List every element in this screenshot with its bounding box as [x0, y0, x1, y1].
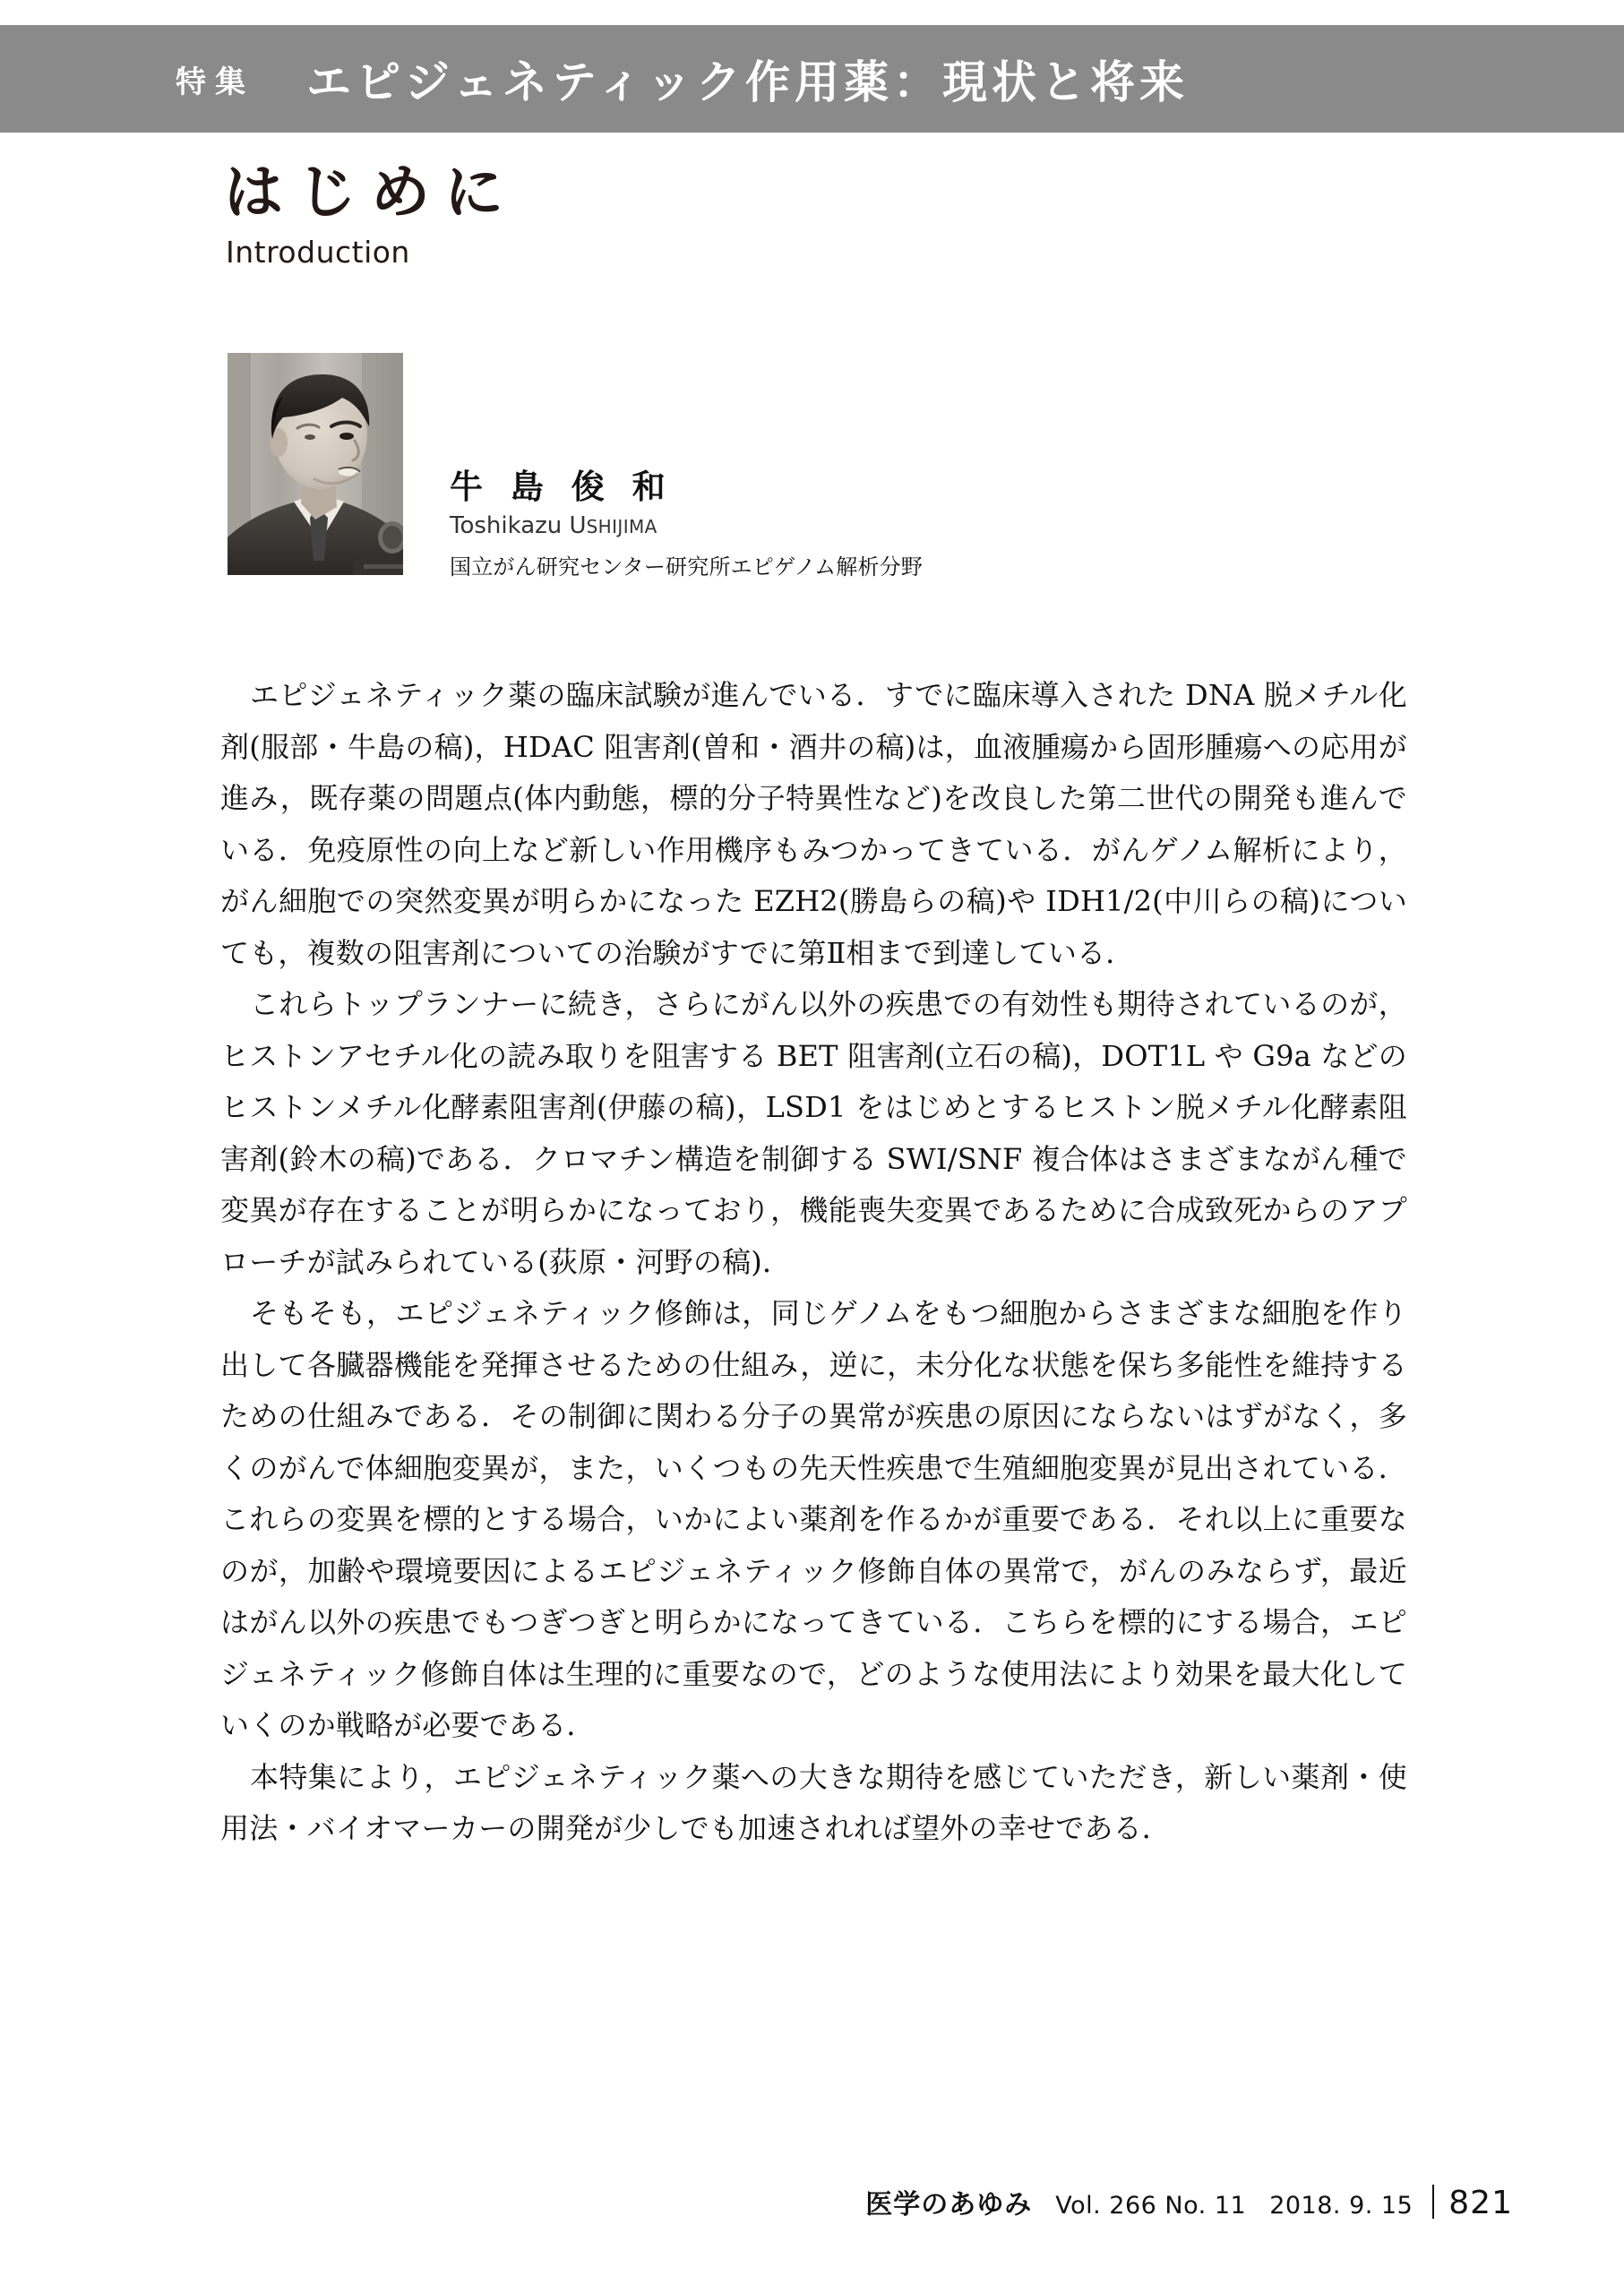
page-subtitle: Introduction — [226, 234, 410, 270]
feature-banner — [0, 25, 1624, 133]
author-name-ja: 牛 島 俊 和 — [450, 468, 674, 506]
author-surname-initial: U — [569, 512, 587, 540]
page-footer — [865, 2182, 1513, 2221]
body-paragraph: エピジェネティック薬の臨床試験が進んでいる．すでに臨床導入された DNA 脱メチル化剤(服部・牛島の稿)，HDAC 阻害剤(曽和・酒井の稿)は，血液腫瘍から固形腫瘍への応用が進み，既存薬の問題点(体内動態，標的分子特異性など)を改良した第二世代の開発も進んでいる．免疫原性の向上など新しい作用機序もみつかってきている．がんゲノム解析により，がん細胞での突然変異が明らかになった EZH2(勝島らの稿)や IDH1/2(中川らの稿)についても，複数の阻害剤についての治験がすでに第Ⅱ相まで到達している． — [220, 678, 1407, 970]
author-affiliation: 国立がん研究センター研究所エピゲノム解析分野 — [450, 554, 924, 580]
footer-divider — [1432, 2185, 1434, 2219]
body-paragraph: 本特集により，エピジェネティック薬への大きな期待を感じていただき，新しい薬剤・使用法・バイオマーカーの開発が少しでも加速されれば望外の幸せである． — [220, 1759, 1407, 1845]
banner-kicker: 特集 — [176, 64, 254, 100]
publication-date: 2018. 9. 15 — [1269, 2192, 1413, 2220]
author-info — [450, 353, 923, 580]
journal-name: 医学のあゆみ — [865, 2189, 1033, 2220]
author-surname-smallcaps: SHIJIMA — [586, 516, 657, 538]
article-body — [220, 670, 1407, 1855]
author-name-en-first: Toshikazu — [450, 512, 570, 540]
body-paragraph: そもそも，エピジェネティック修飾は，同じゲノムをもつ細胞からさまざまな細胞を作り出して各臓器機能を発揮させるための仕組み，逆に，未分化な状態を保ち多能性を維持するための仕組みである．その制御に関わる分子の異常が疾患の原因にならないはずがなく，多くのがんで体細胞変異が，また，いくつもの先天性疾患で生殖細胞変異が見出されている．これらの変異を標的とする場合，いかによい薬剤を作るかが重要である．それ以上に重要なのが，加齢や環境要因によるエピジェネティック修飾自体の異常で，がんのみならず，最近はがん以外の疾患でもつぎつぎと明らかになってきている．こちらを標的にする場合，エピジェネティック修飾自体は生理的に重要なので，どのような使用法により効果を最大化していくのか戦略が必要である． — [220, 1296, 1407, 1742]
body-paragraph: これらトップランナーに続き，さらにがん以外の疾患での有効性も期待されているのが，ヒストンアセチル化の読み取りを阻害する BET 阻害剤(立石の稿)，DOT1L や G9a などのヒストンメチル化酵素阻害剤(伊藤の稿)，LSD1 をはじめとするヒストン脱メチル化酵素阻害剤(鈴木の稿)である．クロマチン構造を制御する SWI/SNF 複合体はさまざまながん種で変異が存在することが明らかになっており，機能喪失変異であるために合成致死からのアプローチが試みられている(荻原・河野の稿)． — [220, 987, 1407, 1279]
portrait-image — [228, 353, 403, 575]
page-title: はじめに — [224, 158, 518, 227]
article-heading — [224, 159, 1209, 270]
author-block — [228, 353, 923, 580]
page-number: 821 — [1448, 2185, 1513, 2221]
banner-title: エピジェネティック作用薬：現状と将来 — [306, 56, 1189, 108]
journal-issue: Vol. 266 No. 11 — [1055, 2192, 1247, 2220]
author-name-en — [450, 512, 923, 540]
author-portrait — [228, 353, 403, 575]
